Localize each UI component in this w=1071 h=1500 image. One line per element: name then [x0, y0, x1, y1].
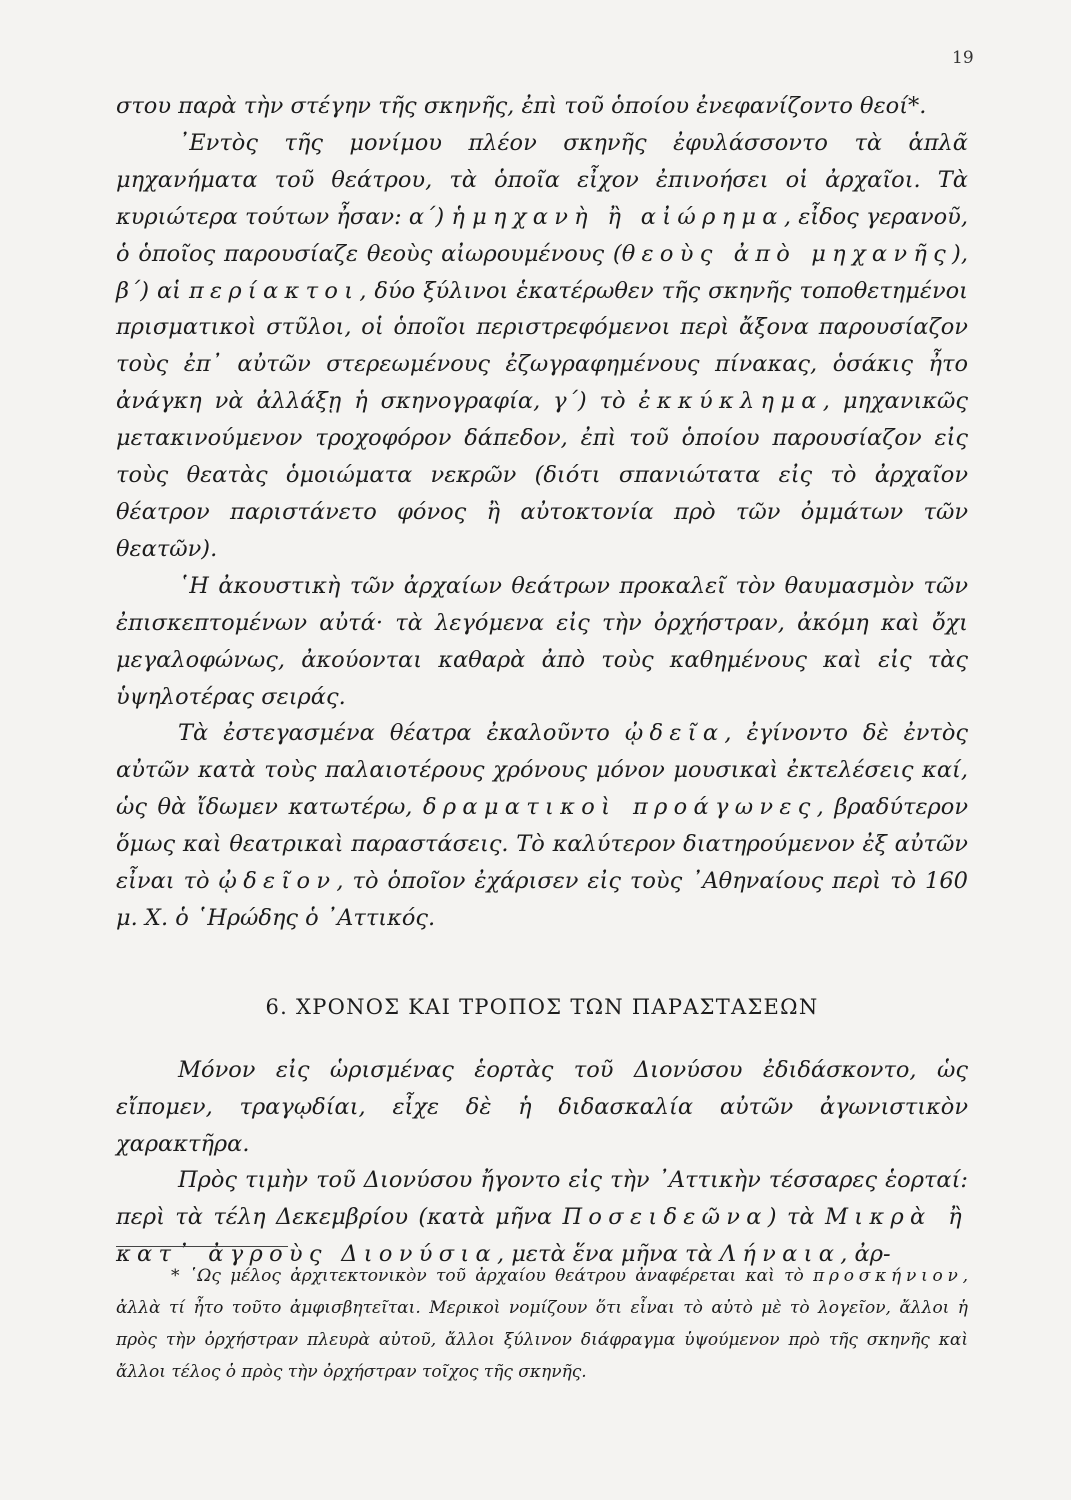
body-text — [116, 88, 968, 1273]
spaced-term: ᾠδεῖον — [218, 868, 337, 895]
text-run: ᾿Εντὸς τῆς μονίμου πλέον σκηνῆς ἐφυλάσσοντο τὰ ἁπλᾶ μηχανήματα τοῦ θεάτρου, τὰ ὁποῖα εἶχον ἐπινοήσει οἱ ἀρχαῖοι. Τὰ κυριώτερα τούτων ἦσαν: α΄) ἡ — [116, 129, 968, 230]
text-run: Τὰ ἐστεγασμένα θέατρα ἐκαλοῦντο — [178, 720, 625, 747]
spaced-term: μηχανὴ ἢ αἰώρημα — [472, 203, 784, 230]
spaced-term: περίακτοι — [188, 277, 360, 304]
text-run: , μηχανικῶς μετακινούμενον τροχοφόρον δάπεδον, ἐπὶ τοῦ ὁποίου παρουσίαζον εἰς τοὺς θεατὰς ὁμοιώματα νεκρῶν (διότι σπανιώτατα εἰς τὸ ἀρχαῖον θέατρον παριστάνετο φόνος ἢ αὐτοκτονία πρὸ τῶν ὀμμάτων τῶν θεατῶν). — [116, 388, 968, 562]
spaced-term: προσκήνιον — [813, 1266, 963, 1286]
paragraph — [116, 1052, 968, 1163]
spaced-term: Ποσειδεῶνα — [562, 1204, 768, 1231]
text-run: * ῾Ως μέλος ἀρχιτεκτονικὸν τοῦ ἀρχαίου θεάτρου ἀναφέρεται καὶ τὸ — [171, 1266, 814, 1286]
spaced-term: ἐκκύκλημα — [638, 388, 823, 415]
paragraph — [116, 1162, 968, 1273]
text-run: , δύο ξύλινοι ἑκατέρωθεν τῆς σκηνῆς τοποθετημένοι πρισματικοὶ στῦλοι, οἱ ὁποῖοι περιστρεφόμενοι περὶ ἄξονα παρουσίαζον τοὺς ἐπ᾿ αὐτῶν στερεωμένους ἐζωγραφημένους πίνακας, ὁσάκις ἦτο ἀνάγκη νὰ ἀλλάξῃ ἡ σκηνογραφία, γ΄) τὸ — [116, 277, 969, 415]
text-run: , ἀλλὰ τί ἦτο τοῦτο ἀμφισβητεῖται. Μερικοὶ νομίζουν ὅτι εἶναι τὸ αὐτὸ μὲ τὸ λογεῖον, ἄλλοι ἡ πρὸς τὴν ὀρχήστραν πλευρὰ αὐτοῦ, ἄλλοι ξύλινον διάφραγμα ὑψούμενον πρὸ τῆς σκηνῆς καὶ ἄλλοι τέλος ὁ πρὸς τὴν ὀρχήστραν τοῖχος τῆς σκηνῆς. — [116, 1266, 968, 1382]
spaced-term: δραματικοὶ προάγωνες — [423, 794, 817, 821]
section-paragraphs — [116, 1052, 968, 1273]
text-run: Πρὸς τιμὴν τοῦ Διονύσου ἤγοντο εἰς τὴν ᾿Αττικὴν τέσσαρες ἑορταί: περὶ τὰ τέλη Δεκεμβρίου (κατὰ μῆνα — [116, 1167, 968, 1231]
text-run: , ἀρ- — [840, 1241, 891, 1268]
text-run: , βραδύτερον ὅμως καὶ θεατρικαὶ παραστάσεις. Τὸ καλύτερον διατηρούμενον ἐξ αὐτῶν εἶναι τὸ — [116, 794, 968, 895]
paragraph — [116, 568, 968, 716]
text-run: , μετὰ ἕνα μῆνα τὰ — [497, 1241, 720, 1268]
text-run: , εἶδος γερανοῦ, ὁ ὁποῖος παρουσίαζε θεοὺς αἰωρουμένους ( — [116, 203, 969, 267]
footnote-divider — [116, 1246, 288, 1247]
paragraph — [116, 715, 968, 936]
text-run: , ἐγίνοντο δὲ ἐντὸς αὐτῶν κατὰ τοὺς παλαιοτέρους χρόνους μόνον μουσικαὶ ἐκτελέσεις καί, ὡς θὰ ἴδωμεν κατωτέρω, — [116, 720, 968, 821]
text-run: Μόνον εἰς ὡρισμένας ἑορτὰς τοῦ Διονύσου ἐδιδάσκοντο, ὡς εἴπομεν, τραγῳδίαι, εἶχε δὲ ἡ διδασκαλία αὐτῶν ἀγωνιστικὸν χαρακτῆρα. — [116, 1056, 968, 1157]
footnote — [116, 1260, 968, 1388]
text-run: , τὸ ὁποῖον ἐχάρισεν εἰς τοὺς ᾿Αθηναίους περὶ τὸ 160 μ. Χ. ὁ ῾Ηρώδης ὁ ᾿Αττικός. — [116, 868, 968, 931]
intro-paragraphs — [116, 88, 968, 937]
spaced-term: Λήναια — [719, 1241, 841, 1268]
text-run: ῾Η ἀκουστικὴ τῶν ἀρχαίων θεάτρων προκαλεῖ τὸν θαυμασμὸν τῶν ἐπισκεπτομένων αὐτά· τὰ λεγόμενα εἰς τὴν ὀρχήστραν, ἀκόμη καὶ ὄχι μεγαλοφώνως, ἀκούονται καθαρὰ ἀπὸ τοὺς καθημένους καὶ εἰς τὰς ὑψηλοτέρας σειράς. — [116, 572, 968, 710]
text-run: ) τὰ — [767, 1204, 825, 1231]
text-run: ), β΄) αἱ — [116, 240, 968, 304]
spaced-term: Μικρὰ ἢ κατ᾿ ἀγροὺς Διονύσια — [116, 1204, 968, 1268]
spaced-term: θεοὺς ἀπὸ μηχανῆς — [621, 240, 953, 267]
spaced-term: ᾠδεῖα — [624, 720, 725, 747]
paragraph — [116, 88, 968, 125]
page-number: 19 — [952, 48, 974, 68]
paragraph — [116, 125, 968, 568]
section-heading: 6. ΧΡΟΝΟΣ ΚΑΙ ΤΡΟΠΟΣ ΤΩΝ ΠΑΡΑΣΤΑΣΕΩΝ — [265, 994, 819, 1019]
text-run: στου παρὰ τὴν στέγην τῆς σκηνῆς, ἐπὶ τοῦ ὁποίου ἐνεφανίζοντο θεοί*. — [116, 93, 927, 119]
